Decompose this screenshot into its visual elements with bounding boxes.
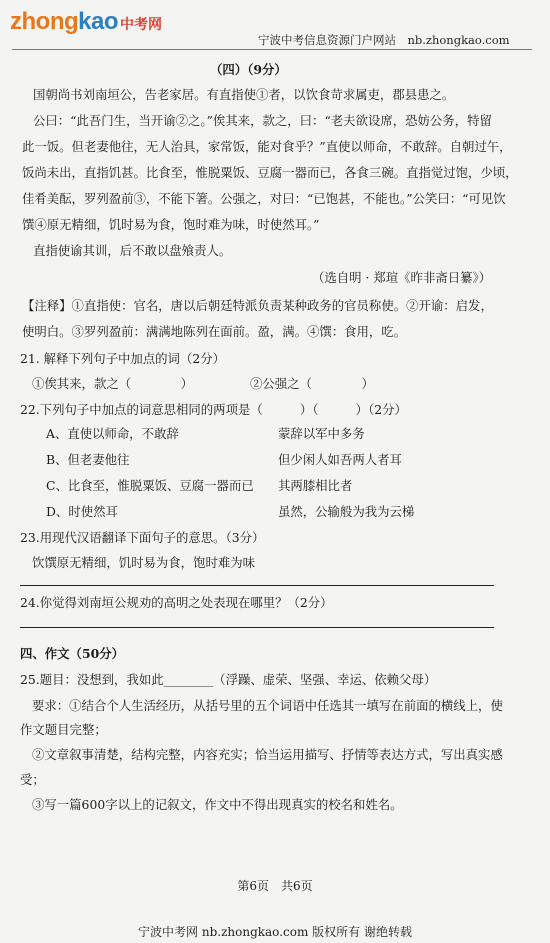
passage-paragraph-3: 直指使谕其训，后不敢以盘飧责人。 — [33, 243, 232, 258]
q25-requirement-1b: 作文题目完整； — [20, 722, 107, 737]
q21-item-2: ②公强之（ ） — [250, 376, 374, 391]
q22-option-b-left: B、但老妻他往 — [46, 452, 130, 467]
logo-latin-a: zhong — [10, 8, 79, 35]
passage-source: （选自明 · 郑瑄《昨非斋日纂》） — [312, 270, 492, 285]
q24-stem: 24.你觉得刘南垣公规劝的高明之处表现在哪里？（2分） — [20, 595, 333, 610]
q24-answer-line — [20, 627, 494, 628]
q23-stem: 23.用现代汉语翻译下面句子的意思。（3分） — [20, 530, 265, 545]
q22-stem: 22.下列句子中加点的词意思相同的两项是（ ）（ ）（2分） — [20, 402, 407, 417]
q23-answer-line — [20, 585, 494, 586]
footer-copyright: 宁波中考网 nb.zhongkao.com 版权所有 谢绝转载 — [138, 925, 412, 939]
page-number: 第6页 共6页 — [237, 879, 313, 893]
passage-paragraph-2b: 此一饭。但老妻他往，无人治具，家常饭，能对食乎？”直使以师命，不敢辞。自朝过午， — [22, 139, 512, 154]
q25-requirement-2: ②文章叙事清楚，结构完整，内容充实；恰当运用描写、抒情等表达方式，写出真实感 — [32, 747, 503, 762]
logo-latin-b: kao — [78, 8, 118, 35]
q22-option-a-left: A、直使以师命，不敢辞 — [46, 426, 179, 441]
passage-paragraph-2e: 馔④原无精细，饥时易为食，饱时难为味，时使然耳。” — [22, 217, 320, 232]
composition-section-title: 四、作文（50分） — [20, 646, 124, 661]
notes-line-2: 使明白。③罗列盈前：满满地陈列在面前。盈，满。④馔：食用，吃。 — [22, 324, 407, 339]
q22-option-a-right: 蒙辞以军中多务 — [278, 426, 365, 441]
q22-option-c-left: C、比食至，惟脱粟饭、豆腐一器而已 — [46, 478, 254, 493]
q21-stem: 21. 解释下列句子中加点的词（2分） — [20, 351, 225, 366]
q25-title: 25.题目：没想到，我如此________（浮躁、虚荣、坚强、幸运、依赖父母） — [20, 672, 437, 687]
q23-sentence: 饮馔原无精细，饥时易为食，饱时难为味 — [32, 555, 256, 570]
q22-option-b-right: 但少闲人如吾两人者耳 — [278, 452, 402, 467]
passage-paragraph-1: 国朝尚书刘南垣公，告老家居。有直指使①者，以饮食苛求属吏，郡县患之。 — [33, 87, 455, 102]
q21-item-1: ①俟其来，款之（ ） — [32, 376, 194, 391]
q22-option-c-right: 其两膝相比者 — [278, 478, 353, 493]
passage-paragraph-2a: 公曰：“此吾门生，当开谕②之。”俟其来，款之，曰：“老夫欲设席，恐妨公务，特留 — [33, 113, 492, 128]
logo-cn: 中考网 — [120, 16, 162, 32]
q25-requirement-1: 要求：①结合个人生活经历，从括号里的五个词语中任选其一填写在前面的横线上，使 — [32, 698, 503, 713]
header-divider — [12, 49, 532, 50]
passage-section-title: （四）（9分） — [210, 62, 287, 77]
site-logo[interactable] — [10, 8, 162, 36]
passage-paragraph-2c: 饭尚未出，直指饥甚。比食至，惟脱粟饭、豆腐一器而已，各食三碗。直指觉过饱，少顷， — [22, 165, 518, 180]
notes-line-1: 【注释】①直指使：官名，唐以后朝廷特派负责某种政务的官员称使。②开谕：启发， — [22, 298, 493, 313]
passage-paragraph-2d: 佳肴美酝，罗列盈前③，不能下箸。公强之，对曰：“已饱甚，不能也。”公笑曰：“可见饮 — [22, 191, 506, 206]
q25-requirement-2b: 受； — [20, 772, 45, 787]
q22-option-d-right: 虽然，公输般为我为云梯 — [278, 504, 415, 519]
site-header-text: 宁波中考信息资源门户网站 nb.zhongkao.com — [258, 33, 510, 47]
q25-requirement-3: ③写一篇600字以上的记叙文，作文中不得出现真实的校名和姓名。 — [32, 797, 403, 812]
q22-option-d-left: D、时使然耳 — [46, 504, 118, 519]
